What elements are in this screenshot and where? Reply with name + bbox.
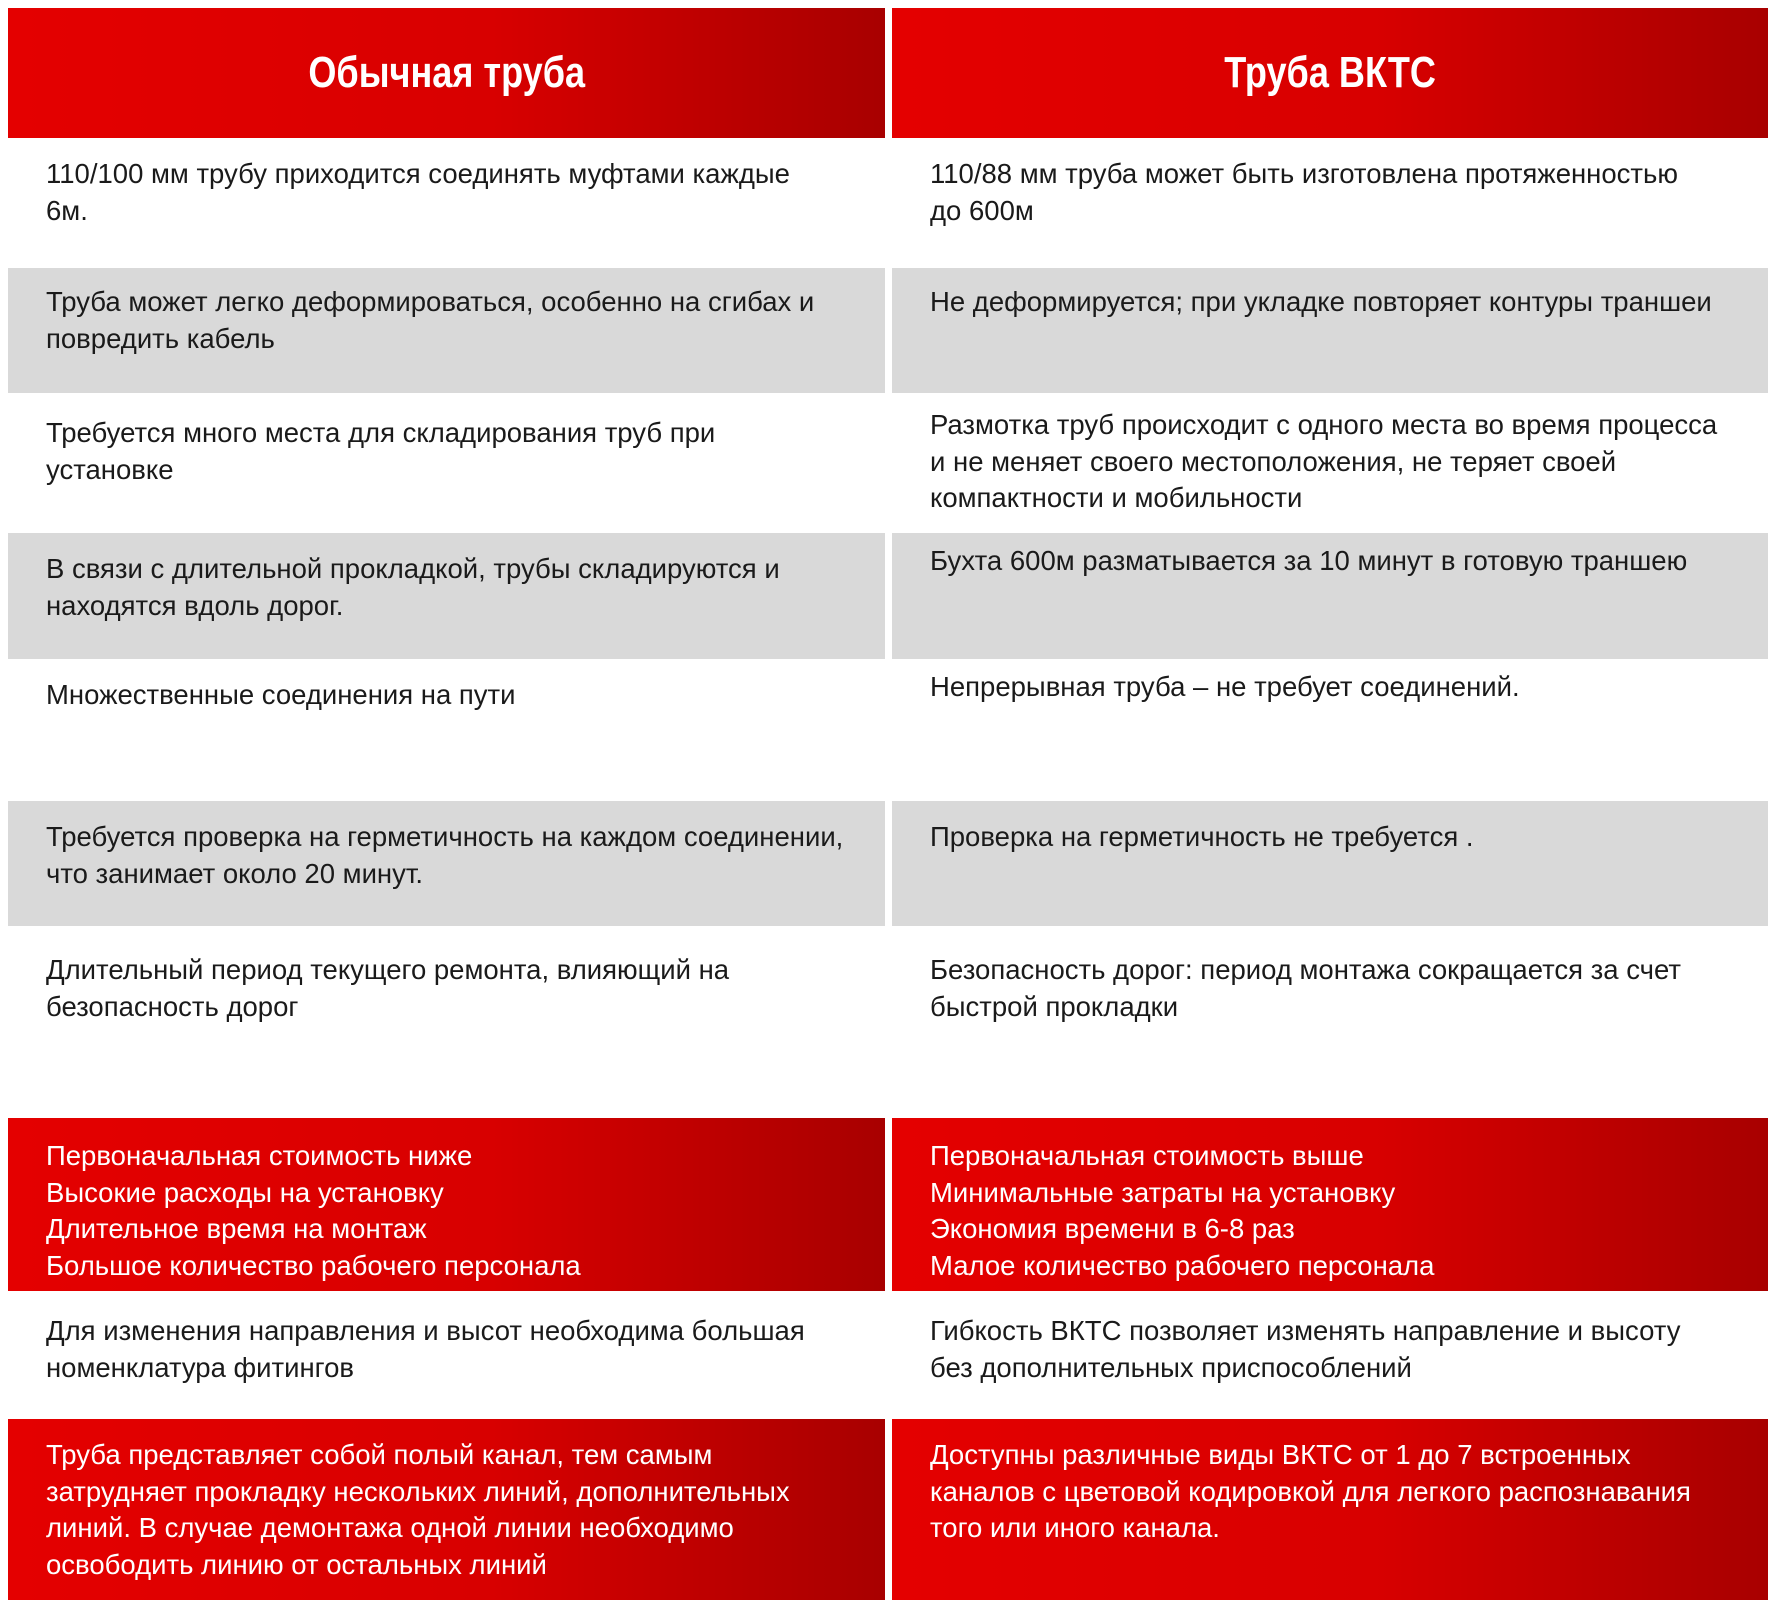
text-line: 110/88 мм труба может быть изготовлена протяженностью (930, 158, 1678, 189)
text-line: Непрерывная труба – не требует соединений. (930, 671, 1520, 702)
header-vkts-pipe-label: Труба ВКТС (1224, 48, 1436, 97)
text-line: находятся вдоль дорог. (46, 589, 344, 621)
row-fittings-left (8, 1291, 885, 1419)
text-line: Требуется много места для складирования труб при (46, 417, 716, 448)
row-tightness-left (8, 801, 885, 926)
text-line: Первоначальная стоимость выше (930, 1140, 1364, 1171)
text-line: 6м. (46, 194, 88, 226)
row-deformation-right (892, 268, 1768, 393)
text-line: Высокие расходы на установку (46, 1176, 444, 1208)
text-line: и не меняет своего местоположения, не теряет своей (930, 445, 1617, 477)
row-safety-right (892, 926, 1768, 1116)
text-line: что занимает около 20 минут. (46, 857, 424, 889)
row-joints-left (8, 138, 885, 238)
text-line: Труба может легко деформироваться, особенно на сгибах и (46, 286, 815, 317)
text-line: Минимальные затраты на установку (930, 1176, 1396, 1208)
header-vkts-pipe (892, 8, 1768, 138)
text-line: В связи с длительной прокладкой, трубы складируются и (46, 553, 780, 584)
row-safety-left (8, 926, 885, 1116)
row-storage-left (8, 393, 885, 533)
text-line: Не деформируется; при укладке повторяет контуры траншеи (930, 286, 1712, 317)
text-line: 110/100 мм трубу приходится соединять муфтами каждые (46, 158, 790, 189)
text-line: повредить кабель (46, 322, 275, 354)
text-line: Множественные соединения на пути (46, 679, 516, 710)
text-line: освободить линию от остальных линий (46, 1548, 547, 1580)
row-joints-right (892, 138, 1768, 238)
text-line: Требуется проверка на герметичность на каждом соединении, (46, 821, 844, 852)
row-costs-right (892, 1118, 1768, 1291)
text-line: Длительный период текущего ремонта, влияющий на (46, 954, 730, 985)
text-line: Экономия времени в 6-8 раз (930, 1213, 1295, 1244)
text-line: Проверка на герметичность не требуется . (930, 821, 1474, 852)
text-line: Труба представляет собой полый канал, тем самым (46, 1439, 713, 1470)
text-line: Длительное время на монтаж (46, 1213, 427, 1244)
row-fittings-right (892, 1291, 1768, 1419)
header-conventional-pipe-label: Обычная труба (308, 48, 585, 97)
text-line: затрудняет прокладку нескольких линий, дополнительных (46, 1475, 790, 1507)
row-costs-left (8, 1118, 885, 1291)
text-line: быстрой прокладки (930, 990, 1179, 1022)
text-line: номенклатура фитингов (46, 1351, 354, 1383)
row-laying-left (8, 533, 885, 659)
text-line: Большое количество рабочего персонала (46, 1249, 581, 1281)
text-line: Первоначальная стоимость ниже (46, 1140, 473, 1171)
text-line: до 600м (930, 194, 1034, 226)
text-line: Безопасность дорог: период монтажа сокращается за счет (930, 954, 1681, 985)
row-tightness-right (892, 801, 1768, 926)
row-connections-right (892, 659, 1768, 801)
text-line: компактности и мобильности (930, 482, 1303, 513)
row-connections-left (8, 659, 885, 801)
text-line: Гибкость ВКТС позволяет изменять направление и высоту (930, 1315, 1681, 1346)
row-channels-right (892, 1419, 1768, 1600)
text-line: установке (46, 453, 174, 485)
text-line: безопасность дорог (46, 990, 299, 1022)
text-line: Бухта 600м разматывается за 10 минут в готовую траншею (930, 545, 1688, 576)
text-line: Малое количество рабочего персонала (930, 1249, 1435, 1281)
text-line: того или иного канала. (930, 1512, 1220, 1543)
row-storage-right (892, 393, 1768, 533)
row-laying-right (892, 533, 1768, 659)
text-line: Доступны различные виды ВКТС от 1 до 7 встроенных (930, 1439, 1631, 1470)
text-line: Для изменения направления и высот необходима большая (46, 1315, 805, 1346)
row-deformation-left (8, 268, 885, 393)
text-line: Размотка труб происходит с одного места во время процесса (930, 409, 1718, 440)
text-line: каналов с цветовой кодировкой для легкого распознавания (930, 1475, 1691, 1507)
text-line: без дополнительных приспособлений (930, 1351, 1412, 1383)
row-channels-left (8, 1419, 885, 1600)
text-line: линий. В случае демонтажа одной линии необходимо (46, 1512, 734, 1543)
header-conventional-pipe (8, 8, 885, 138)
